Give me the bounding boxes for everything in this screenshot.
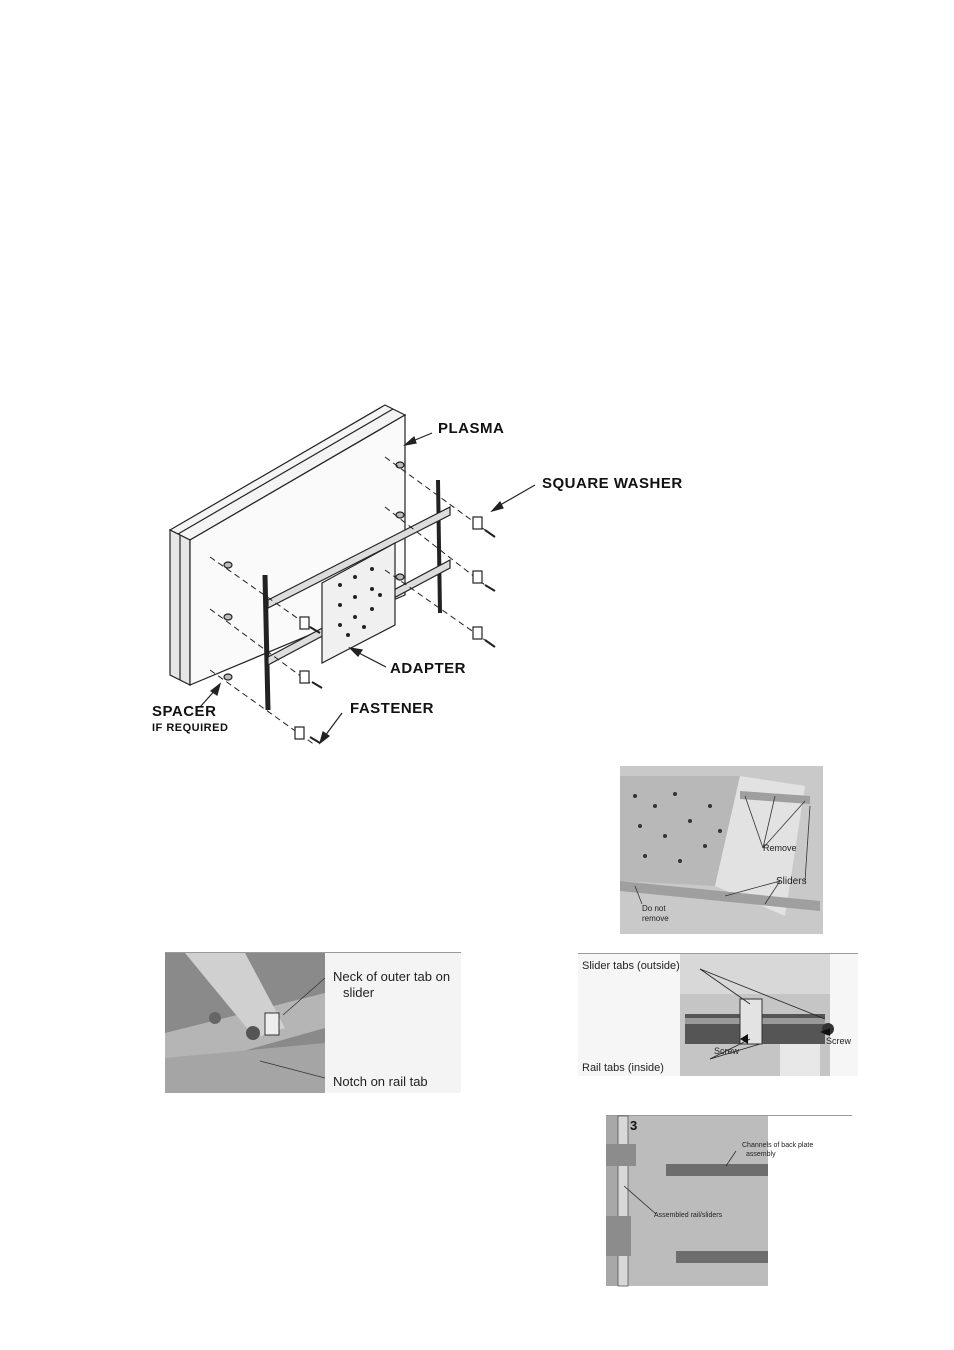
tabs-photo-drawing (680, 954, 830, 1076)
fastener-label: FASTENER (350, 700, 435, 717)
assembled-label: Assembled rail/sliders (654, 1212, 723, 1219)
adapter-label: ADAPTER (390, 660, 467, 677)
neck-label-line1: Neck of outer tab on (333, 969, 451, 984)
channels-label-line1: Channels of back plate (742, 1142, 814, 1149)
channels-photo (606, 1116, 814, 1286)
do-not-label: Do not (642, 904, 666, 913)
sliders-label: Sliders (776, 876, 807, 887)
square-washer-label: SQUARE WASHER (542, 475, 683, 492)
channels-label-line2: assembly (746, 1151, 776, 1158)
if-required-label: IF REQUIRED (152, 722, 229, 734)
slider-tabs-label: Slider tabs (outside) (582, 960, 680, 972)
neck-photo-drawing (165, 953, 325, 1093)
neck-label-line2: slider (343, 985, 375, 1000)
plasma-label: PLASMA (438, 420, 505, 437)
exploded-mount-diagram (150, 395, 710, 755)
notch-label: Notch on rail tab (333, 1074, 428, 1089)
screw-right-label: Screw (826, 1036, 852, 1046)
sliders-photo (620, 766, 823, 934)
screw-left-label: Screw (714, 1046, 740, 1056)
tabs-photo (578, 954, 858, 1076)
step-number: 3 (630, 1118, 638, 1133)
remove-label: Remove (763, 843, 797, 853)
do-not-remove-label: remove (642, 914, 669, 923)
neck-photo (165, 953, 461, 1093)
rail-tabs-label: Rail tabs (inside) (582, 1062, 664, 1074)
spacer-label: SPACER (152, 703, 217, 720)
